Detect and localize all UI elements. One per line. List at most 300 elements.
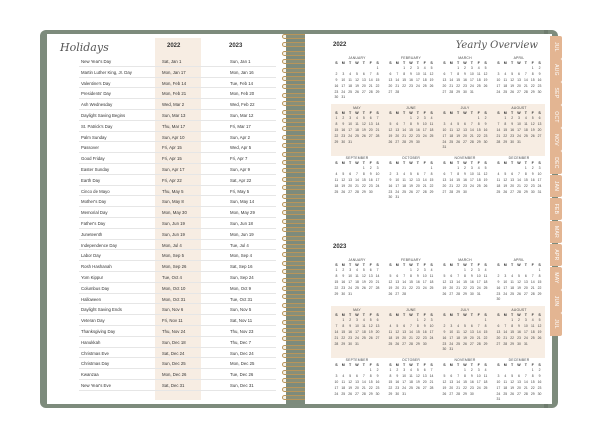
- day-grid: [387, 66, 435, 95]
- weekday-letter: S: [376, 111, 379, 115]
- day-blank: [387, 66, 394, 71]
- day-number: 25: [456, 341, 461, 346]
- day-number: 22: [456, 83, 461, 88]
- day-blank: [495, 268, 502, 273]
- weekday-letter: T: [470, 363, 473, 367]
- day-number: 19: [442, 385, 447, 390]
- day-number: 21: [368, 83, 373, 88]
- day-number: 5: [464, 323, 466, 328]
- holiday-date-2023: Tue, Dec 26: [230, 372, 254, 378]
- weekday-letter: M: [449, 313, 453, 317]
- holiday-list: [47, 56, 286, 391]
- month-tab[interactable]: [550, 267, 562, 290]
- day-number: 20: [375, 329, 380, 334]
- day-number: 2: [511, 116, 514, 120]
- day-number: 11: [348, 77, 352, 82]
- day-grid: [441, 268, 489, 297]
- day-number: 13: [537, 121, 542, 126]
- day-number: 12: [388, 127, 393, 132]
- day-number: 9: [484, 121, 487, 126]
- day-number: 1: [477, 116, 480, 120]
- day-number: 27: [368, 285, 373, 290]
- month-name: JULY: [460, 308, 470, 312]
- day-number: 21: [503, 335, 508, 340]
- day-number: 14: [476, 329, 481, 334]
- day-number: 21: [469, 133, 474, 138]
- day-number: 4: [524, 116, 527, 120]
- day-number: 1: [504, 116, 507, 120]
- day-number: 18: [496, 183, 501, 188]
- holiday-row: [47, 348, 286, 359]
- day-number: 6: [376, 318, 379, 322]
- weekday-header: [441, 161, 489, 165]
- day-number: 25: [355, 285, 359, 290]
- day-number: 23: [442, 341, 447, 346]
- month-tab[interactable]: [550, 198, 562, 221]
- holiday-row: [47, 110, 286, 121]
- month-tab[interactable]: [550, 290, 562, 313]
- weekday-letter: S: [538, 263, 541, 267]
- day-number: 2: [464, 66, 466, 70]
- day-number: 5: [416, 368, 419, 372]
- day-number: 1: [416, 318, 419, 322]
- day-number: 2: [349, 318, 352, 322]
- day-number: 20: [517, 385, 521, 390]
- day-number: 24: [355, 335, 359, 340]
- day-number: 1: [389, 368, 392, 372]
- day-number: 15: [334, 279, 339, 284]
- day-number: 22: [375, 83, 380, 88]
- holiday-date-2023: Sun, Mar 12: [230, 112, 254, 118]
- day-number: 28: [429, 385, 434, 390]
- day-number: 22: [409, 285, 413, 290]
- month-tab[interactable]: [550, 175, 562, 198]
- day-blank: [347, 166, 354, 171]
- day-number: 28: [523, 89, 528, 94]
- weekday-letter: S: [538, 161, 541, 165]
- day-number: 9: [464, 71, 466, 76]
- day-number: 13: [368, 121, 373, 126]
- day-number: 4: [497, 171, 500, 176]
- weekday-letter: S: [376, 263, 379, 267]
- day-number: 11: [503, 379, 508, 384]
- day-number: 30: [442, 347, 447, 352]
- day-blank: [408, 318, 415, 323]
- month-calendar: [441, 358, 489, 404]
- day-number: 24: [449, 341, 454, 346]
- day-number: 1: [457, 66, 460, 70]
- day-number: 22: [503, 133, 508, 138]
- holiday-date-2023: Fri, May 5: [230, 188, 250, 194]
- day-number: 19: [510, 385, 515, 390]
- weekday-letter: M: [503, 263, 507, 267]
- weekday-letter: S: [538, 313, 541, 317]
- day-number: 10: [442, 127, 447, 132]
- weekday-letter: T: [416, 263, 419, 267]
- weekday-letter: T: [511, 61, 514, 65]
- day-number: 27: [375, 335, 380, 340]
- holiday-name: Mother's Day: [81, 199, 107, 205]
- day-number: 27: [469, 341, 474, 346]
- day-number: 13: [510, 177, 515, 182]
- day-number: 22: [402, 83, 407, 88]
- day-number: 13: [361, 77, 366, 82]
- day-number: 23: [469, 385, 474, 390]
- weekday-letter: F: [477, 263, 480, 267]
- holiday-name: Valentine's Day: [81, 80, 111, 86]
- month-tab[interactable]: [550, 59, 562, 82]
- day-number: 9: [511, 121, 514, 126]
- day-number: 29: [429, 189, 434, 194]
- weekday-letter: S: [335, 363, 338, 367]
- day-number: 12: [348, 379, 353, 384]
- day-grid: [387, 268, 435, 297]
- day-number: 15: [476, 127, 481, 132]
- day-blank: [354, 66, 361, 71]
- holiday-date-2022: Sat, Dec 31: [162, 382, 185, 388]
- weekday-letter: T: [416, 161, 419, 165]
- day-number: 1: [335, 116, 338, 120]
- day-number: 23: [415, 285, 420, 290]
- day-number: 9: [518, 323, 520, 328]
- weekday-letter: S: [443, 263, 446, 267]
- day-number: 30: [517, 341, 521, 346]
- day-number: 9: [389, 177, 392, 182]
- day-number: 16: [510, 127, 515, 132]
- weekday-letter: S: [335, 161, 338, 165]
- weekday-letter: W: [463, 61, 467, 65]
- day-number: 3: [423, 116, 426, 120]
- month-calendar: [495, 308, 543, 356]
- day-blank: [448, 116, 455, 121]
- day-number: 23: [388, 189, 393, 194]
- day-number: 3: [335, 373, 338, 378]
- day-blank: [448, 166, 455, 171]
- day-blank: [387, 318, 394, 323]
- day-number: 29: [334, 139, 339, 144]
- day-number: 31: [537, 189, 542, 194]
- day-number: 29: [375, 89, 380, 94]
- weekday-letter: M: [341, 363, 345, 367]
- day-number: 10: [537, 171, 542, 176]
- day-grid: [495, 318, 543, 347]
- day-number: 12: [415, 373, 420, 378]
- day-blank: [502, 66, 509, 71]
- day-blank: [387, 116, 394, 121]
- day-number: 30: [388, 195, 393, 200]
- day-number: 5: [369, 318, 372, 322]
- day-number: 21: [449, 183, 454, 188]
- day-blank: [340, 66, 347, 71]
- day-number: 2: [376, 368, 379, 372]
- holiday-name: Christmas Eve: [81, 350, 109, 356]
- day-number: 19: [517, 285, 521, 290]
- day-number: 28: [517, 189, 521, 194]
- day-number: 30: [348, 341, 353, 346]
- day-number: 21: [409, 335, 413, 340]
- holiday-date-2023: Mon, Dec 25: [230, 361, 255, 367]
- day-number: 16: [469, 379, 474, 384]
- holiday-date-2023: Sun, Apr 9: [230, 166, 251, 172]
- day-number: 18: [510, 285, 515, 290]
- day-number: 11: [524, 121, 528, 126]
- weekday-letter: T: [403, 313, 406, 317]
- day-number: 9: [531, 171, 534, 176]
- weekday-letter: M: [341, 61, 345, 65]
- day-number: 7: [457, 273, 460, 278]
- day-number: 25: [449, 139, 454, 144]
- day-number: 20: [496, 335, 501, 340]
- holiday-date-2022: Mon, May 30: [162, 210, 187, 216]
- day-number: 11: [334, 177, 339, 182]
- day-blank: [441, 166, 448, 171]
- day-number: 18: [355, 279, 359, 284]
- day-number: 22: [523, 183, 528, 188]
- day-number: 25: [402, 189, 407, 194]
- weekday-letter: S: [484, 61, 487, 65]
- day-number: 16: [517, 329, 521, 334]
- weekday-letter: S: [389, 313, 392, 317]
- weekday-letter: W: [517, 313, 521, 317]
- day-number: 27: [496, 341, 501, 346]
- weekday-letter: S: [335, 61, 338, 65]
- day-grid: [495, 66, 543, 95]
- month-tab[interactable]: [550, 221, 562, 244]
- day-number: 26: [483, 183, 488, 188]
- month-tab[interactable]: [550, 128, 562, 151]
- day-number: 17: [375, 177, 380, 182]
- day-number: 15: [409, 127, 413, 132]
- day-number: 28: [361, 391, 366, 396]
- day-number: 10: [422, 121, 427, 126]
- holiday-name: Labor Day: [81, 253, 101, 259]
- day-number: 17: [476, 279, 481, 284]
- day-number: 27: [422, 385, 427, 390]
- day-number: 18: [483, 279, 488, 284]
- day-number: 7: [457, 373, 460, 378]
- day-number: 20: [510, 183, 515, 188]
- day-number: 4: [403, 171, 406, 176]
- day-number: 10: [355, 323, 359, 328]
- month-tab[interactable]: [550, 244, 562, 267]
- day-number: 30: [469, 291, 474, 296]
- holiday-date-2022: Sun, Apr 10: [162, 134, 185, 140]
- weekday-letter: S: [430, 363, 433, 367]
- day-number: 20: [469, 335, 474, 340]
- day-number: 21: [375, 279, 380, 284]
- day-number: 29: [361, 189, 366, 194]
- weekday-letter: F: [477, 61, 480, 65]
- weekday-letter: M: [341, 313, 345, 317]
- year-label: 2023: [333, 244, 347, 250]
- holiday-date-2023: Thu, Dec 7: [230, 339, 252, 345]
- holiday-row: [47, 369, 286, 380]
- day-number: 17: [469, 177, 474, 182]
- day-grid: [387, 368, 435, 397]
- day-number: 26: [456, 139, 461, 144]
- day-number: 19: [442, 285, 447, 290]
- day-number: 20: [442, 83, 447, 88]
- day-number: 23: [341, 285, 346, 290]
- day-number: 27: [395, 139, 400, 144]
- weekday-header: [495, 111, 543, 115]
- weekday-letter: M: [503, 313, 507, 317]
- day-blank: [529, 268, 536, 273]
- day-number: 11: [362, 323, 366, 328]
- day-number: 4: [457, 323, 460, 328]
- holiday-row: [47, 121, 286, 132]
- day-number: 5: [410, 171, 412, 176]
- day-number: 25: [476, 183, 481, 188]
- day-number: 28: [375, 133, 380, 138]
- month-tab[interactable]: [550, 151, 562, 174]
- day-number: 19: [361, 279, 366, 284]
- month-tab[interactable]: [550, 82, 562, 105]
- weekday-letter: S: [484, 313, 487, 317]
- weekday-letter: T: [511, 363, 514, 367]
- day-number: 20: [449, 385, 454, 390]
- day-number: 23: [409, 83, 413, 88]
- day-number: 25: [409, 385, 413, 390]
- weekday-letter: T: [403, 363, 406, 367]
- month-calendar: [333, 358, 381, 404]
- holiday-date-2022: Mon, Feb 14: [162, 80, 187, 86]
- day-number: 5: [389, 273, 392, 278]
- day-number: 29: [537, 291, 542, 296]
- day-number: 7: [369, 71, 372, 76]
- day-number: 25: [483, 285, 488, 290]
- month-name: MAY: [353, 106, 361, 110]
- holiday-date-2023: Sun, Apr 2: [230, 134, 251, 140]
- weekday-letter: S: [443, 363, 446, 367]
- day-number: 7: [403, 273, 406, 278]
- weekday-letter: S: [443, 313, 446, 317]
- weekday-letter: S: [484, 363, 487, 367]
- day-number: 30: [496, 297, 501, 302]
- holiday-name: Memorial Day: [81, 210, 108, 216]
- holiday-row: [47, 132, 286, 143]
- day-number: 8: [484, 323, 487, 328]
- holiday-date-2023: Mon, Oct 9: [230, 285, 252, 291]
- day-number: 11: [355, 273, 359, 278]
- day-number: 18: [503, 83, 508, 88]
- day-number: 19: [361, 127, 366, 132]
- day-number: 4: [430, 116, 433, 120]
- month-calendar: [387, 56, 435, 104]
- day-number: 4: [335, 171, 338, 176]
- day-number: 6: [464, 121, 466, 126]
- day-number: 30: [463, 89, 467, 94]
- holiday-date-2022: Sun, Nov 6: [162, 307, 184, 313]
- day-number: 1: [403, 66, 406, 70]
- day-number: 13: [442, 177, 447, 182]
- day-number: 23: [496, 291, 501, 296]
- yearly-overview-page: [305, 34, 552, 404]
- holiday-row: [47, 326, 286, 337]
- day-number: 22: [463, 385, 467, 390]
- weekday-letter: T: [362, 61, 365, 65]
- weekday-letter: T: [349, 61, 352, 65]
- month-tab[interactable]: [550, 105, 562, 128]
- holiday-row: [47, 56, 286, 67]
- day-blank: [468, 318, 475, 323]
- day-number: 19: [415, 379, 420, 384]
- weekday-letter: F: [423, 61, 426, 65]
- day-number: 29: [530, 391, 535, 396]
- day-number: 12: [429, 71, 434, 76]
- day-number: 9: [349, 323, 352, 328]
- day-number: 4: [504, 71, 507, 76]
- day-number: 29: [483, 341, 488, 346]
- month-tab[interactable]: [550, 313, 562, 336]
- weekday-header: [333, 161, 381, 165]
- day-number: 30: [341, 139, 346, 144]
- holiday-date-2023: Wed, Apr 5: [230, 145, 252, 151]
- day-number: 26: [530, 133, 535, 138]
- day-number: 24: [341, 89, 346, 94]
- month-calendar: [333, 156, 381, 204]
- day-number: 23: [463, 83, 467, 88]
- holidays-page: [47, 34, 286, 404]
- day-number: 26: [415, 385, 420, 390]
- day-number: 30: [341, 291, 346, 296]
- day-number: 15: [456, 77, 461, 82]
- holiday-name: Easter Sunday: [81, 166, 110, 172]
- day-number: 6: [450, 273, 453, 278]
- holiday-name: Independence Day: [81, 242, 118, 248]
- day-number: 15: [463, 279, 467, 284]
- day-grid: [441, 66, 489, 95]
- day-blank: [495, 116, 502, 121]
- month-tab-label: FEB: [553, 203, 559, 215]
- weekday-letter: F: [423, 263, 426, 267]
- day-number: 6: [443, 171, 446, 176]
- day-blank: [475, 318, 482, 323]
- day-blank: [495, 318, 502, 323]
- weekday-header: [387, 263, 435, 267]
- month-tab[interactable]: [550, 36, 562, 59]
- day-number: 2: [470, 268, 473, 272]
- day-number: 5: [389, 121, 392, 126]
- day-number: 11: [355, 121, 359, 126]
- day-number: 6: [369, 268, 372, 272]
- day-number: 25: [503, 89, 508, 94]
- day-number: 8: [416, 323, 419, 328]
- weekday-letter: S: [389, 263, 392, 267]
- day-number: 17: [537, 177, 542, 182]
- day-number: 7: [524, 373, 527, 378]
- weekday-letter: M: [449, 61, 453, 65]
- day-number: 16: [334, 83, 339, 88]
- day-number: 11: [496, 177, 501, 182]
- weekday-header: [495, 263, 543, 267]
- day-number: 4: [389, 323, 392, 328]
- day-number: 26: [442, 291, 447, 296]
- holiday-date-2022: Thu, Nov 24: [162, 328, 186, 334]
- weekday-letter: T: [349, 313, 352, 317]
- day-number: 14: [449, 177, 454, 182]
- day-number: 11: [449, 127, 454, 132]
- day-number: 28: [355, 189, 359, 194]
- day-number: 3: [342, 71, 345, 76]
- day-number: 6: [349, 171, 352, 176]
- day-number: 12: [355, 77, 359, 82]
- day-blank: [462, 318, 469, 323]
- day-grid: [333, 318, 381, 347]
- holiday-name: Cinco de Mayo: [81, 188, 110, 194]
- day-number: 13: [496, 329, 501, 334]
- day-number: 20: [361, 83, 366, 88]
